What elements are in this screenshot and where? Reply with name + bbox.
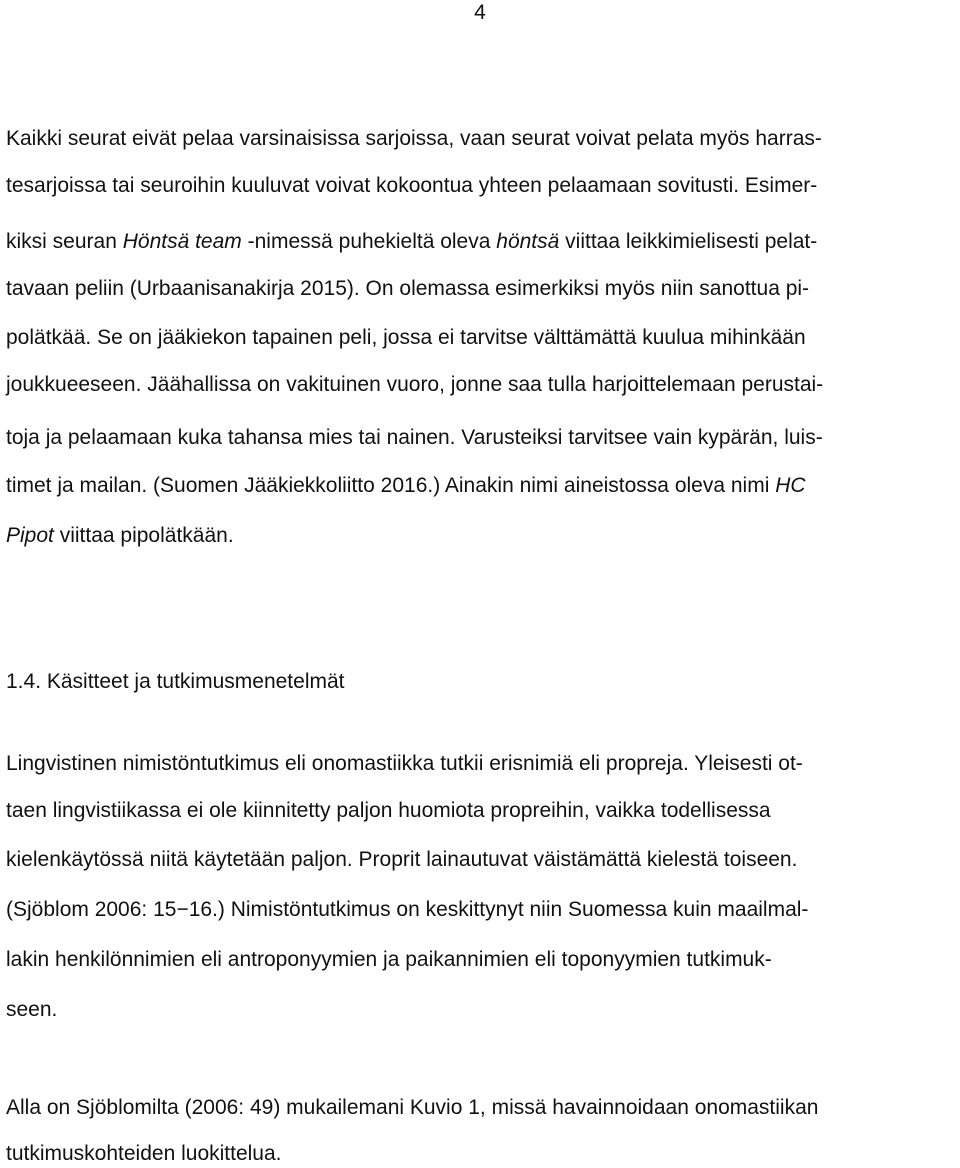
p1-line-1: Kaikki seurat eivät pelaa varsinaisissa sarjoissa, vaan seurat voivat pelata myös harras- <box>6 127 822 150</box>
p1-line-6: joukkueeseen. Jäähallissa on vakituinen vuoro, jonne saa tulla harjoittelemaan perustai- <box>6 373 824 396</box>
p1-line-8-a: timet ja mailan. (Suomen Jääkiekkoliitto 2016.) Ainakin nimi aineistossa oleva nimi <box>6 474 776 497</box>
p1-line-4: tavaan peliin (Urbaanisanakirja 2015). On olemassa esimerkiksi myös niin sanottua pi- <box>6 277 810 300</box>
p2-line-5: lakin henkilönnimien eli antroponyymien ja paikannimien eli toponyymien tutkimuk- <box>6 948 772 971</box>
page-number: 4 <box>474 1 486 24</box>
club-name-hc: HC <box>775 474 806 497</box>
p1-line-3 <box>6 228 817 256</box>
p2-line-6: seen. <box>6 998 58 1021</box>
p2-line-1: Lingvistinen nimistöntutkimus eli onomastiikka tutkii erisnimiä eli propreja. Yleisesti ot- <box>6 752 803 775</box>
club-name-pipot: Pipot <box>6 524 54 547</box>
p1-line-2: tesarjoissa tai seuroihin kuuluvat voivat kokoontua yhteen pelaamaan sovitusti. Esimer- <box>6 174 818 197</box>
p1-line-3-a: kiksi seuran <box>6 230 123 253</box>
p1-line-7: toja ja pelaamaan kuka tahansa mies tai nainen. Varusteiksi tarvitsee vain kypärän, luis- <box>6 426 823 449</box>
p1-line-3-c: -nimessä puhekieltä oleva <box>241 230 497 253</box>
p3-line-2: tutkimuskohteiden luokittelua. <box>6 1142 282 1165</box>
section-heading: 1.4. Käsitteet ja tutkimusmenetelmät <box>6 670 345 693</box>
p1-line-5: polätkää. Se on jääkiekon tapainen peli, jossa ei tarvitse välttämättä kuulua mihinkään <box>6 326 806 349</box>
p1-line-9-b: viittaa pipolätkään. <box>53 524 234 547</box>
p2-line-2: taen lingvistiikassa ei ole kiinnitetty paljon huomiota propreihin, vaikka todellisessa <box>6 799 771 822</box>
word-hontsa: höntsä <box>496 230 560 253</box>
p3-line-1: Alla on Sjöblomilta (2006: 49) mukailemani Kuvio 1, missä havainnoidaan onomastiikan <box>6 1096 819 1119</box>
p2-line-3: kielenkäytössä niitä käytetään paljon. Proprit lainautuvat väistämättä kielestä toiseen. <box>6 848 798 871</box>
p1-line-3-e: viittaa leikkimielisesti pelat- <box>559 230 818 253</box>
club-name-hontsa-team: Höntsä team <box>122 230 242 253</box>
p1-line-9 <box>6 522 234 550</box>
p2-line-4: (Sjöblom 2006: 15−16.) Nimistöntutkimus on keskittynyt niin Suomessa kuin maailmal- <box>6 898 809 921</box>
p1-line-8 <box>6 472 806 500</box>
